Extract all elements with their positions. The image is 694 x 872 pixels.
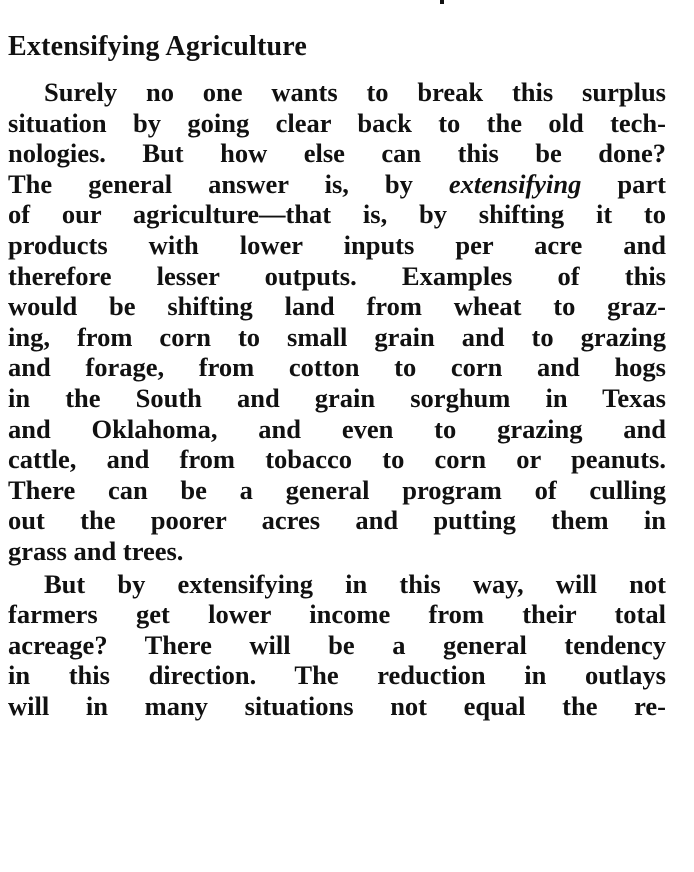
scan-mark — [440, 0, 444, 4]
paragraph-1 — [8, 77, 666, 567]
paragraph-2 — [8, 569, 666, 722]
text-line: But by extensifying in this way, will not — [44, 568, 666, 599]
text-line: ing, from corn to small grain and to grazing — [8, 321, 666, 352]
text-line: would be shifting land from wheat to graz- — [8, 291, 666, 322]
text-line: in the South and grain sorghum in Texas — [8, 382, 666, 413]
text-line: acreage? There will be a general tendency — [8, 629, 666, 660]
text-run: The general answer is, by — [8, 168, 449, 199]
text-line: farmers get lower income from their total — [8, 599, 666, 630]
italic-term: extensifying — [448, 168, 582, 199]
text-line: nologies. But how else can this be done? — [8, 138, 666, 169]
text-line: in this direction. The reduction in outlays — [8, 660, 666, 691]
text-line: There can be a general program of culling — [8, 474, 666, 505]
text-line: and Oklahoma, and even to grazing and — [8, 413, 666, 444]
text-line: products with lower inputs per acre and — [8, 229, 666, 260]
text-line: situation by going clear back to the old tech- — [8, 107, 666, 138]
text-line: out the poorer acres and putting them in — [8, 505, 666, 536]
text-line: and forage, from cotton to corn and hogs — [8, 352, 666, 383]
text-line: cattle, and from tobacco to corn or peanuts. — [8, 444, 666, 475]
text-run: part — [581, 168, 666, 199]
text-line: grass and trees. — [8, 535, 184, 566]
text-line: Surely no one wants to break this surplus — [44, 77, 666, 107]
text-line: will in many situations not equal the re- — [8, 690, 666, 721]
section-heading: Extensifying Agriculture — [8, 31, 308, 62]
text-line: of our agriculture—that is, by shifting it to — [8, 199, 666, 230]
text-line-with-italic — [8, 169, 666, 200]
text-line: therefore lesser outputs. Examples of this — [8, 260, 666, 291]
